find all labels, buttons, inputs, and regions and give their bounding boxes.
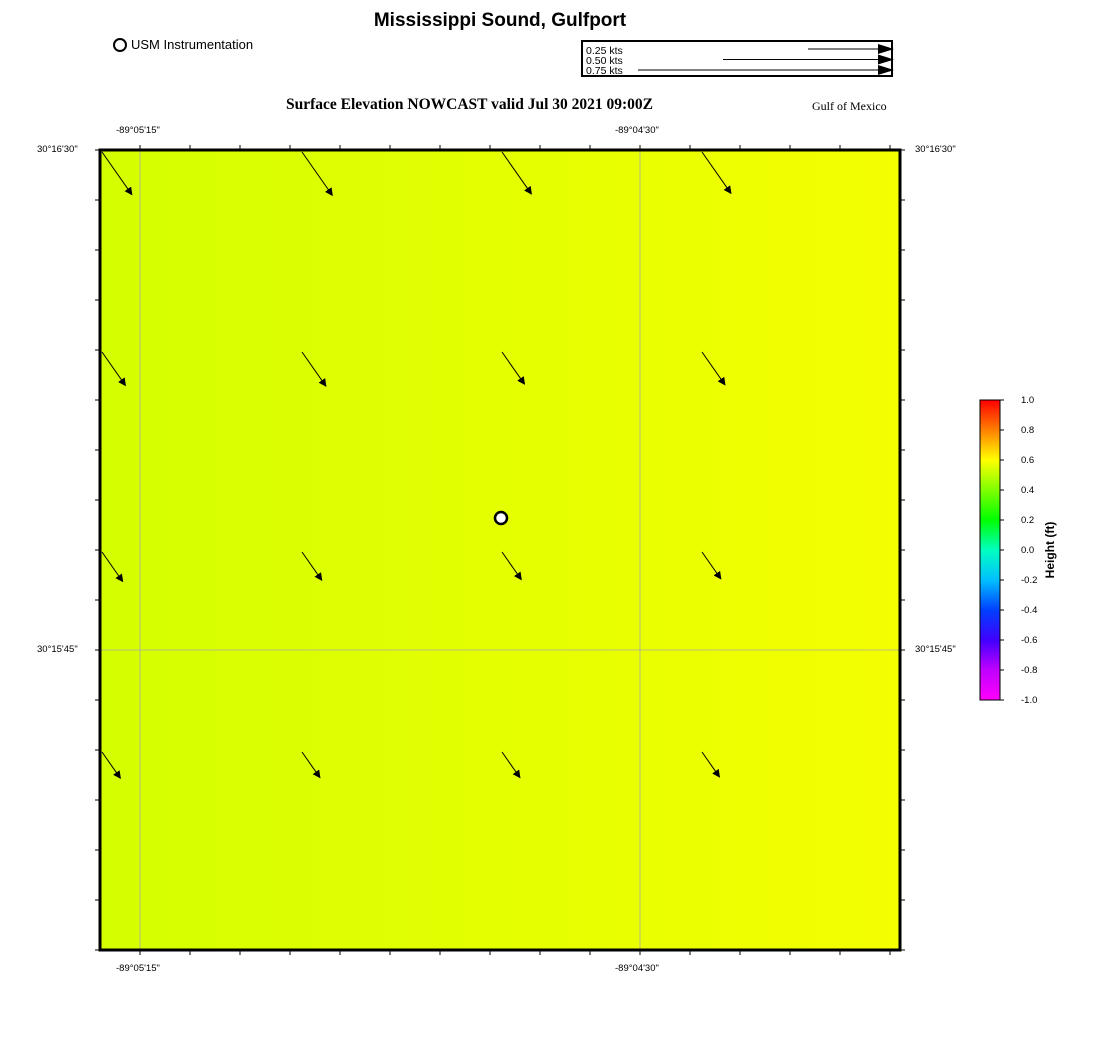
- lon-bottom-label-0: -89°05'15": [116, 963, 160, 974]
- colorbar-tick-label: -0.6: [1021, 635, 1038, 646]
- lat-left-label-0: 30°16'30": [37, 144, 78, 155]
- scale-label-0: 0.25 kts: [586, 45, 623, 57]
- usm-station-marker[interactable]: [495, 512, 507, 524]
- region-label: Gulf of Mexico: [812, 99, 887, 113]
- colorbar-tick-label: -0.8: [1021, 665, 1038, 676]
- lon-top-label-0: -89°05'15": [116, 125, 160, 136]
- colorbar-tick-label: 0.8: [1021, 425, 1035, 436]
- colorbar-tick-label: 0.4: [1021, 485, 1035, 496]
- colorbar-tick-label: -1.0: [1021, 695, 1038, 706]
- map-title: Mississippi Sound, Gulfport: [373, 10, 627, 31]
- lon-bottom-label-1: -89°04'30": [615, 963, 659, 974]
- lon-top-label-1: -89°04'30": [615, 125, 659, 136]
- lat-left-label-1: 30°15'45": [37, 644, 78, 655]
- colorbar-tick-label: 0.0: [1021, 545, 1035, 556]
- lat-right-label-1: 30°15'45": [915, 644, 956, 655]
- colorbar-title: Height (ft): [1043, 521, 1057, 579]
- station-legend-label: USM Instrumentation: [131, 37, 254, 52]
- colorbar-tick-label: -0.4: [1021, 605, 1038, 616]
- elevation-field: [100, 150, 900, 950]
- colorbar-tick-label: 0.6: [1021, 455, 1035, 466]
- lat-right-label-0: 30°16'30": [915, 144, 956, 155]
- scale-label-1: 0.50 kts: [586, 55, 623, 67]
- colorbar-tick-label: 0.2: [1021, 515, 1035, 526]
- colorbar-tick-label: 1.0: [1021, 395, 1035, 406]
- vector-scale-arrows: [638, 49, 893, 70]
- scale-label-2: 0.75 kts: [586, 65, 623, 77]
- nowcast-subtitle: Surface Elevation NOWCAST valid Jul 30 2021 09:00Z: [286, 96, 654, 113]
- colorbar-tick-label: -0.2: [1021, 575, 1038, 586]
- colorbar: [980, 400, 1000, 700]
- colorbar-ticks: [1000, 400, 1004, 700]
